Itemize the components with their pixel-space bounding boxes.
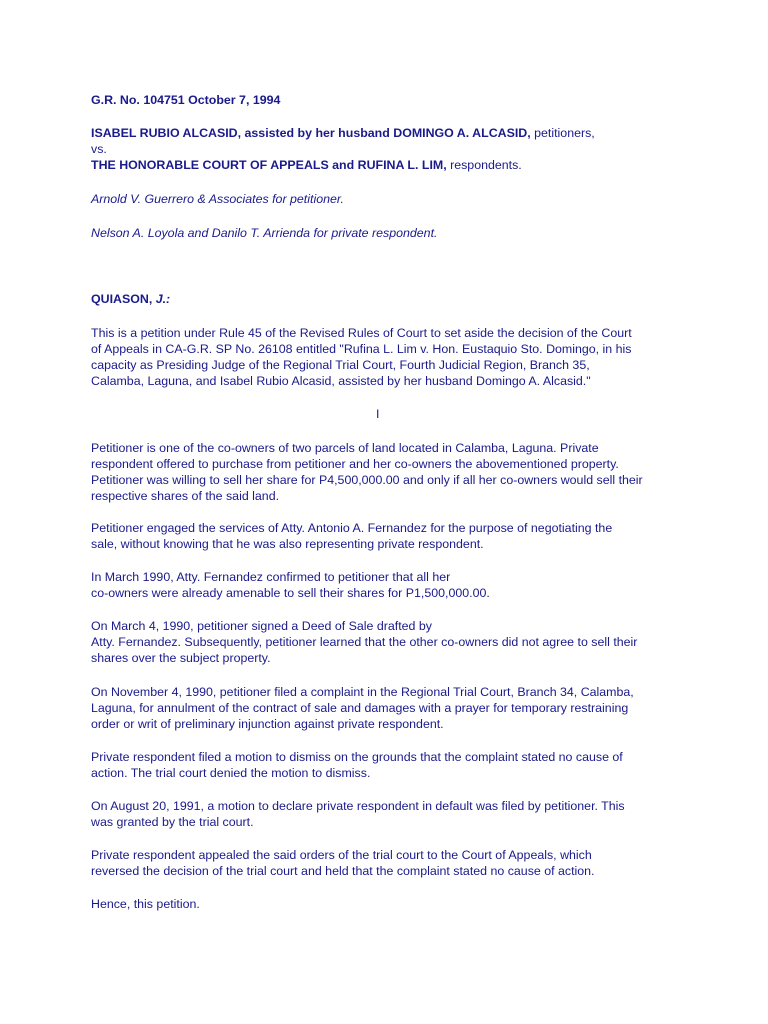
intro-line: capacity as Presiding Judge of the Regional Trial Court, Fourth Judicial Region, Branch 35, (91, 358, 590, 372)
paragraph-line: Atty. Fernandez. Subsequently, petitioner learned that the other co-owners did not agree to sell their (91, 635, 638, 649)
paragraph-line: sale, without knowing that he was also representing private respondent. (91, 537, 484, 551)
paragraph-line: was granted by the trial court. (91, 815, 254, 829)
paragraph-line: respondent offered to purchase from petitioner and her co-owners the abovementioned property. (91, 457, 619, 471)
paragraph-4 (91, 618, 637, 666)
paragraph-line: In March 1990, Atty. Fernandez confirmed to petitioner that all her (91, 570, 451, 584)
respondent-line (91, 157, 595, 173)
paragraph-line: co-owners were already amenable to sell their shares for P1,500,000.00. (91, 586, 490, 600)
paragraph-line: Private respondent appealed the said orders of the trial court to the Court of Appeals, which (91, 848, 592, 862)
section-heading: I (376, 407, 380, 421)
paragraph-6 (91, 749, 623, 781)
paragraph-line: shares over the subject property. (91, 651, 271, 665)
petitioner-name: ISABEL RUBIO ALCASID, assisted by her husband DOMINGO A. ALCASID, (91, 126, 531, 140)
intro-paragraph (91, 325, 632, 389)
paragraph-line: On August 20, 1991, a motion to declare private respondent in default was filed by petitioner. This (91, 799, 625, 813)
respondent-name: THE HONORABLE COURT OF APPEALS and RUFINA L. LIM, (91, 158, 447, 172)
paragraph-line: Petitioner is one of the co-owners of two parcels of land located in Calamba, Laguna. Private (91, 441, 599, 455)
counsel-petitioner: Arnold V. Guerrero & Associates for petitioner. (91, 192, 344, 206)
intro-line: of Appeals in CA-G.R. SP No. 26108 entitled "Rufina L. Lim v. Hon. Eustaquio Sto. Domingo, in his (91, 342, 632, 356)
paragraph-line: Private respondent filed a motion to dismiss on the grounds that the complaint stated no cause of (91, 750, 623, 764)
paragraph-line: respective shares of the said land. (91, 489, 280, 503)
paragraph-line: On November 4, 1990, petitioner filed a complaint in the Regional Trial Court, Branch 34, Calamba, (91, 685, 634, 699)
paragraph-line: Laguna, for annulment of the contract of sale and damages with a prayer for temporary restraining (91, 701, 629, 715)
ponente (91, 291, 170, 307)
paragraph-1 (91, 440, 643, 504)
paragraph-line: Petitioner engaged the services of Atty. Antonio A. Fernandez for the purpose of negotiating the (91, 521, 613, 535)
respondent-role: respondents. (446, 158, 522, 172)
intro-line: Calamba, Laguna, and Isabel Rubio Alcasid, assisted by her husband Domingo A. Alcasid." (91, 374, 591, 388)
paragraph-3 (91, 569, 490, 601)
paragraph-line: order or writ of preliminary injunction against private respondent. (91, 717, 444, 731)
counsel-respondent: Nelson A. Loyola and Danilo T. Arrienda for private respondent. (91, 226, 438, 240)
paragraph-line: reversed the decision of the trial court and held that the complaint stated no cause of action. (91, 864, 595, 878)
case-number: G.R. No. 104751 October 7, 1994 (91, 93, 281, 107)
intro-line: This is a petition under Rule 45 of the Revised Rules of Court to set aside the decision of the Court (91, 326, 632, 340)
paragraph-9 (91, 896, 200, 912)
paragraph-line: action. The trial court denied the motion to dismiss. (91, 766, 371, 780)
versus-line: vs. (91, 142, 107, 156)
paragraph-line: Petitioner was willing to sell her share for P4,500,000.00 and only if all her co-owners would sell their (91, 473, 643, 487)
ponente-name: QUIASON, (91, 292, 156, 306)
paragraph-line: On March 4, 1990, petitioner signed a Deed of Sale drafted by (91, 619, 432, 633)
paragraph-7 (91, 798, 625, 830)
paragraph-8 (91, 847, 595, 879)
petitioner-line (91, 125, 595, 141)
parties-block (91, 125, 595, 173)
paragraph-5 (91, 684, 634, 732)
paragraph-2 (91, 520, 612, 552)
petitioner-role: petitioners, (530, 126, 595, 140)
ponente-suffix: J.: (155, 292, 171, 306)
paragraph-line: Hence, this petition. (91, 897, 200, 911)
